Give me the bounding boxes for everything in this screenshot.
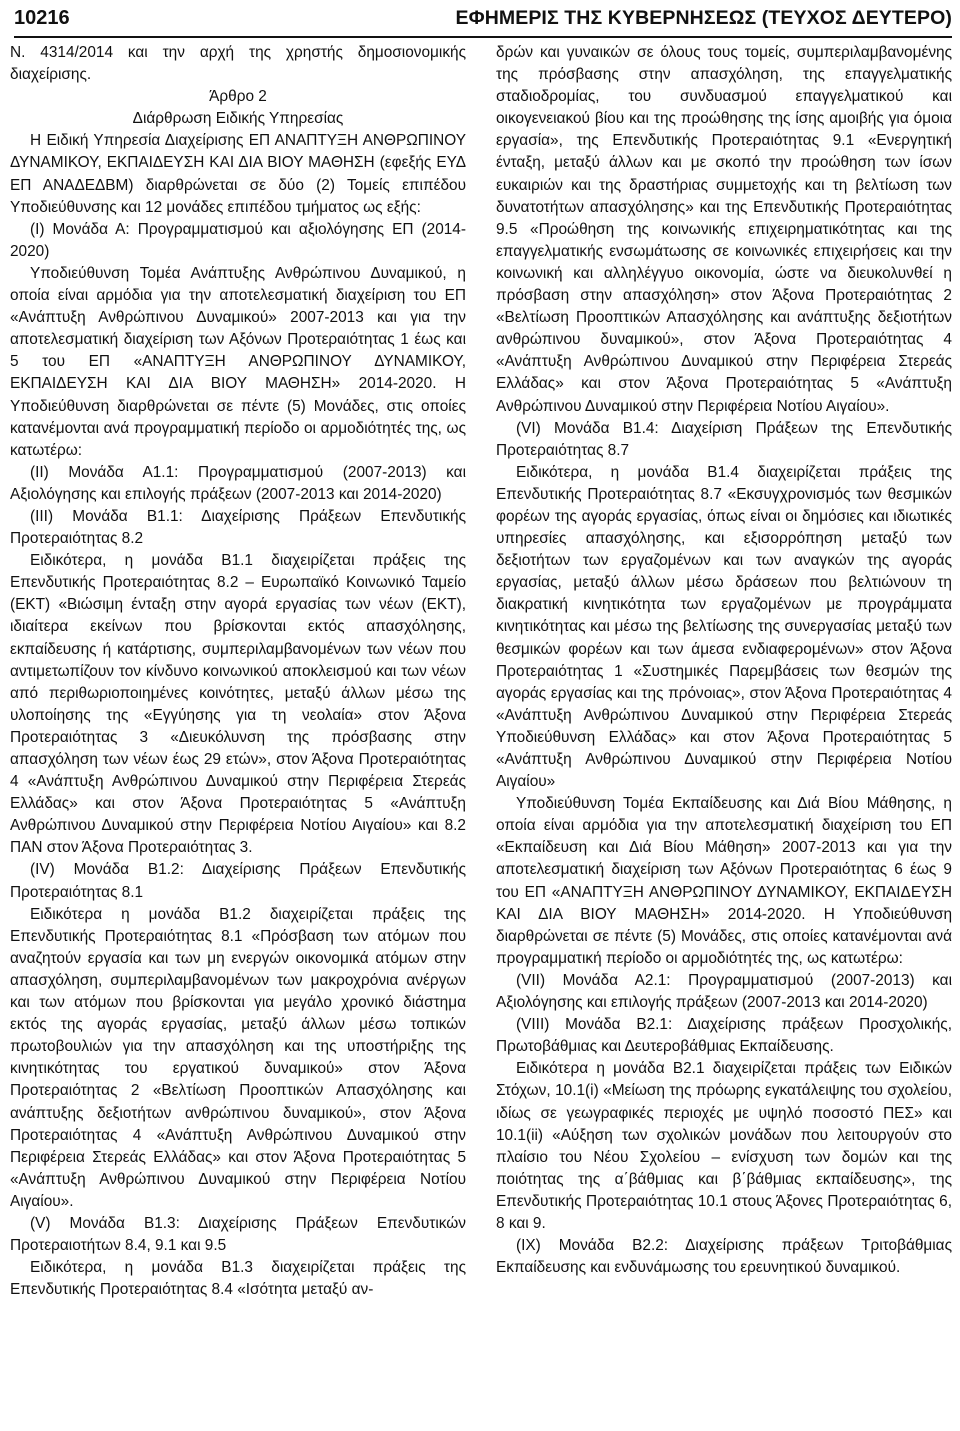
paragraph: Ειδικότερα, η μονάδα Β1.1 διαχειρίζεται πράξεις της Επενδυτικής Προτεραιότητας 8.2 – Ευρωπαϊκό Κοινωνικό Ταμείο (ΕΚΤ) «Βιώσιμη ένταξη στην αγορά εργασίας των νέων (ΕΚΤ), ιδιαίτερα εκείνων που βρίσκονται εκτός απασχόλησης, εκπαίδευσης ή κατάρτισης, συμπεριλαμβανομένων των νέων που αντιμετωπίζουν τον κίνδυνο κοινωνικού αποκλεισμού και των νέων από περιθωριοποιημένες κοινότητες, μεταξύ άλλων μέσω της υλοποίησης της «Εγγύησης για τη νεολαία» στον Άξονα Προτεραιότητας 3 «Διευκόλυνση της πρόσβασης στην απασχόληση των νέων έως 29 ετών», στον Άξονα Προτεραιότητας 4 «Ανάπτυξη Ανθρώπινου Δυναμικού στην Περιφέρεια Στερεάς Ελλάδας» και στον Άξονα Προτεραιότητας 5 «Ανάπτυξη Ανθρώπινου Δυναμικού στην Περιφέρεια Νοτίου Αιγαίου» και 8.2 ΠΑΝ στον Άξονα Προτεραιότητας 3. [10, 552, 466, 857]
unit-heading: (IX) Μονάδα Β2.2: Διαχείρισης πράξεων Τριτοβάθμιας Εκπαίδευσης και ενδυνάμωσης του ερευνητικού δυναμικού. [496, 1237, 952, 1277]
right-column [496, 42, 952, 1279]
unit-heading: (VI) Μονάδα Β1.4: Διαχείριση Πράξεων της Επενδυτικής Προτεραιότητας 8.7 [496, 419, 952, 459]
article-title: Διάρθρωση Ειδικής Υπηρεσίας [132, 110, 344, 128]
paragraph: δρών και γυναικών σε όλους τους τομείς, συμπεριλαμβανομένης της πρόσβασης στην απασχόληση, της επαγγελματικής σταδιοδρομίας, του συνδυασμού επαγγελματικού και οικογενειακού βίου και της προώθησης της ίσης αμοιβής για όμοια εργασία», της Επενδυτικής Προτεραιότητας 9.1 «Ενεργητική ένταξη, μεταξύ άλλων και με σκοπό την προώθηση των ίσων ευκαιριών και της δραστήριας συμμετοχής και τη βελτίωση των δυνατοτήτων απασχόλησης» και της Επενδυτικής Προτεραιότητας 9.5 «Προώθηση της κοινωνικής επιχειρηματικότητας και της επαγγελματικής ενσωμάτωσης σε κοινωνικές επιχειρήσεις και την κοινωνική και αλληλέγγυο οικονομία, ώστε να διευκολυνθεί η πρόσβαση στην απασχόληση» στον Άξονα Προτεραιότητας 2 «Βελτίωση Προοπτικών Απασχόλησης και ανάπτυξης δεξιοτήτων ανθρώπινου δυναμικού», στον Άξονα Προτεραιότητας 4 «Ανάπτυξη Ανθρώπινου Δυναμικού στην Περιφέρεια Στερεάς Ελλάδας» και στον Άξονα Προτεραιότητας 5 «Ανάπτυξη Ανθρώπινου Δυναμικού στην Περιφέρεια Νοτίου Αιγαίου». [496, 44, 952, 415]
paragraph: Ειδικότερα η μονάδα Β2.1 διαχειρίζεται πράξεις των Ειδικών Στόχων, 10.1(i) «Μείωση της πρόωρης εγκατάλειψης του σχολείου, ιδίως σε γεωγραφικές περιοχές με υψηλό ποσοστό ΠΕΣ» και 10.1(ii) «Αύξηση των σχολικών μονάδων που λειτουργούν στο πλαίσιο του Νέου Σχολείου – ενίσχυση των δομών και της ποιότητας της α΄βάθμιας και β΄βάθμιας εκπαίδευσης», της Επενδυτικής Προτεραιότητας 10.1 στους Άξονες Προτεραιότητας 6, 8 και 9. [496, 1060, 952, 1232]
page-header [14, 0, 952, 38]
unit-heading: (ΙΙΙ) Μονάδα Β1.1: Διαχείρισης Πράξεων Επενδυτικής Προτεραιότητας 8.2 [10, 507, 466, 548]
unit-heading: (V) Μονάδα Β1.3: Διαχείρισης Πράξεων Επενδυτικών Προτεραιοτήτων 8.4, 9.1 και 9.5 [10, 1214, 466, 1255]
paragraph: Υποδιεύθυνση Τομέα Εκπαίδευσης και Διά Βίου Μάθησης, η οποία είναι αρμόδια για την αποτελεσματική διαχείριση του ΕΠ «Εκπαίδευση και Διά Βίου Μάθηση» 2007-2013 και για την αποτελεσματική διαχείριση των Αξόνων Προτεραιότητας 6 έως 9 του ΕΠ «ΑΝΑΠΤΥΞΗ ΑΝΘΡΩΠΙΝΟΥ ΔΥΝΑΜΙΚΟΥ, ΕΚΠΑΙΔΕΥΣΗ ΚΑΙ ΔΙΑ ΒΙΟΥ ΜΑΘΗΣΗ» 2014-2020. Η Υποδιεύθυνση διαρθρώνεται σε πέντε (5) Μονάδες, στις οποίες κατανέμονται ανά προγραμματική περίοδο οι αρμοδιότητές της, ως κατωτέρω: [496, 795, 952, 967]
paragraph: Ειδικότερα η μονάδα Β1.2 διαχειρίζεται πράξεις της Επενδυτικής Προτεραιότητας 8.1 «Πρόσβαση των ατόμων που αναζητούν εργασία και των μη ενεργών οικονομικά ατόμων στην απασχόληση, συμπεριλαμβανομένων των μακροχρόνια ανέργων και των ατόμων που βρίσκονται για μεγάλο χρονικό διάστημα εκτός της αγοράς εργασίας, μεταξύ άλλων μέσω τοπικών πρωτοβουλιών για την απασχόληση και της υποστήριξης της κινητικότητας του εργατικού δυναμικού» στον Άξονα Προτεραιότητας 2 «Βελτίωση Προοπτικών Απασχόλησης και ανάπτυξης δεξιοτήτων ανθρώπινου δυναμικού», στον Άξονα Προτεραιότητας 4 «Ανάπτυξη Ανθρώπινου Δυναμικού στην Περιφέρεια Στερεάς Ελλάδας» και στον Άξονα Προτεραιότητας 5 «Ανάπτυξη Ανθρώπινου Δυναμικού στην Περιφέρεια Νοτίου Αιγαίου». [10, 905, 466, 1210]
paragraph: Υποδιεύθυνση Τομέα Ανάπτυξης Ανθρώπινου Δυναμικού, η οποία είναι αρμόδια για την αποτελεσματική διαχείριση του ΕΠ «Ανάπτυξη Ανθρώπινου Δυναμικού» 2007-2013 και για την αποτελεσματική διαχείριση των Αξόνων Προτεραιότητας 1 έως και 5 του ΕΠ «ΑΝΑΠΤΥΞΗ ΑΝΘΡΩΠΙΝΟΥ ΔΥΝΑΜΙΚΟΥ, ΕΚΠΑΙΔΕΥΣΗ ΚΑΙ ΔΙΑ ΒΙΟΥ ΜΑΘΗΣΗ» 2014-2020. Η Υποδιεύθυνση διαρθρώνεται σε πέντε (5) Μονάδες, στις οποίες κατανέμονται ανά προγραμματική περίοδο οι αρμοδιότητές της, ως κατωτέρω: [10, 264, 466, 459]
unit-heading: (Ι) Μονάδα Α: Προγραμματισμού και αξιολόγησης ΕΠ (2014-2020) [10, 220, 466, 260]
paragraph: Ν. 4314/2014 και την αρχή της χρηστής δημοσιονομικής διαχείρισης. [10, 44, 466, 84]
unit-heading: (VII) Μονάδα Α2.1: Προγραμματισμού (2007-2013) και Αξιολόγησης και επιλογής πράξεων (2007-2013 και 2014-2020) [496, 971, 952, 1012]
paragraph: Ειδικότερα, η μονάδα Β1.3 διαχειρίζεται πράξεις της Επενδυτικής Προτεραιότητας 8.4 «Ισότητα μεταξύ αν- [10, 1259, 466, 1299]
gazette-title: ΕΦΗΜΕΡΙΣ ΤΗΣ ΚΥΒΕΡΝΗΣΕΩΣ (ΤΕΥΧΟΣ ΔΕΥΤΕΡΟ) [455, 6, 952, 29]
unit-heading: (IV) Μονάδα Β1.2: Διαχείρισης Πράξεων Επενδυτικής Προτεραιότητας 8.1 [10, 861, 466, 901]
left-column [10, 42, 466, 1301]
page-number: 10216 [14, 6, 70, 29]
article-number: Άρθρο 2 [209, 88, 267, 106]
paragraph: Η Ειδική Υπηρεσία Διαχείρισης ΕΠ ΑΝΑΠΤΥΞΗ ΑΝΘΡΩΠΙΝΟΥ ΔΥΝΑΜΙΚΟΥ, ΕΚΠΑΙΔΕΥΣΗ ΚΑΙ ΔΙΑ ΒΙΟΥ ΜΑΘΗΣΗ (εφεξής ΕΥΔ ΕΠ ΑΝΑΔΕΔΒΜ) διαρθρώνεται σε δύο (2) Τομείς επιπέδου Υποδιεύθυνσης και 12 μονάδες επιπέδου τμήματος ως εξής: [10, 132, 466, 216]
unit-heading: (VIII) Μονάδα Β2.1: Διαχείρισης πράξεων Προσχολικής, Πρωτοβάθμιας και Δευτεροβάθμιας Εκπαίδευσης. [496, 1016, 952, 1056]
unit-heading: (ΙΙ) Μονάδα Α1.1: Προγραμματισμού (2007-2013) και Αξιολόγησης και επιλογής πράξεων (2007-2013 και 2014-2020) [10, 463, 466, 503]
paragraph: Ειδικότερα, η μονάδα Β1.4 διαχειρίζεται πράξεις της Επενδυτικής Προτεραιότητας 8.7 «Εκσυγχρονισμός των θεσμικών φορέων της αγοράς εργασίας, όπως είναι οι δημόσιες και ιδιωτικές υπηρεσίες απασχόλησης, και εξισορρόπηση μεταξύ των δεξιοτήτων των εργαζομένων και των αναγκών της αγοράς εργασίας, μεταξύ άλλων μέσω δράσεων που βελτιώνουν τη διακρατική κινητικότητα των εργαζομένων με προγράμματα κινητικότητας και μέσω της βελτίωσης της συνεργασίας μεταξύ των θεσμικών φορέων και των άμεσα ενδιαφερομένων» στον Άξονα Προτεραιότητας 1 «Συστημικές Παρεμβάσεις των θεσμών της αγοράς εργασίας και της πρόνοιας», στον Άξονα Προτεραιότητας 4 «Ανάπτυξη Ανθρώπινου Δυναμικού στην Περιφέρεια Στερεάς Υποδιεύθυνση Ελλάδας» και στον Άξονα Προτεραιότητας 5 «Ανάπτυξη Ανθρώπινου Δυναμικού στην Περιφέρεια Νοτίου Αιγαίου» [496, 463, 952, 791]
